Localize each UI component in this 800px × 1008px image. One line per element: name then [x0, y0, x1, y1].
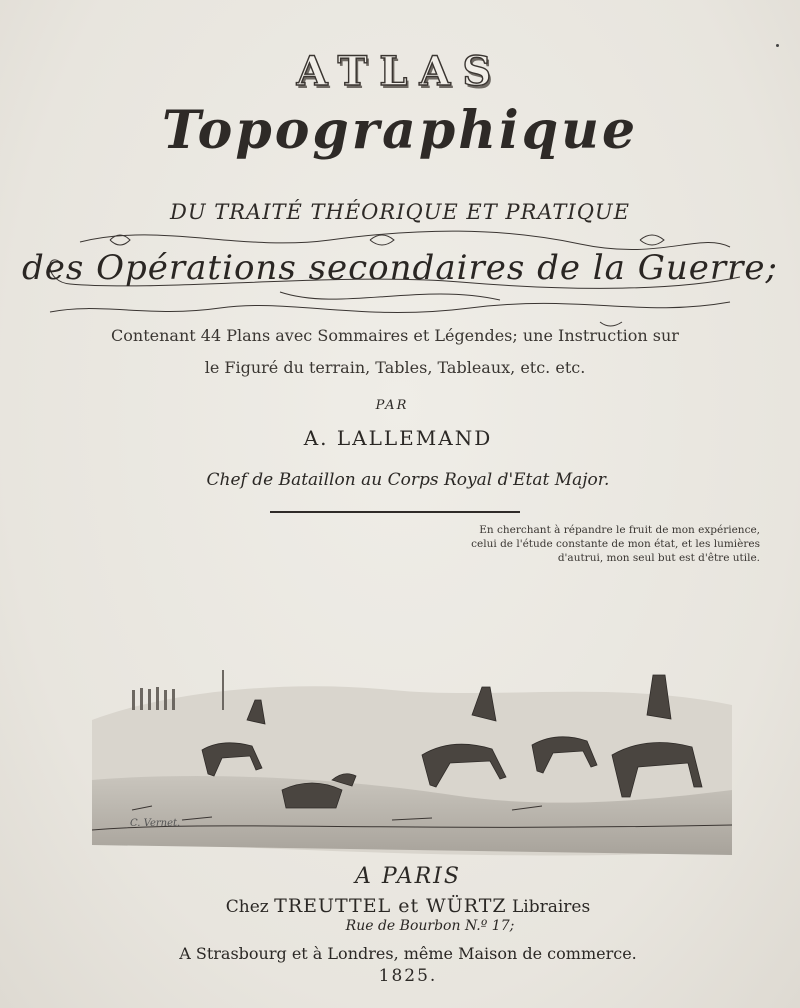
epigraph-line: d'autrui, mon seul but est d'être utile. [557, 552, 760, 564]
publisher-prefix: Chez [225, 897, 269, 917]
imprint-place: A PARIS [355, 864, 461, 889]
contents-line-1: Contenant 44 Plans avec Sommaires et Légendes; une Instruction sur [111, 326, 679, 345]
subtitle-operations: des Opérations secondaires de la Guerre; [21, 248, 778, 288]
author-role: Chef de Bataillon au Corps Royal d'Etat Major. [206, 470, 610, 490]
contents-line-2: le Figuré du terrain, Tables, Tableaux, etc. etc. [204, 358, 586, 377]
artist-signature: C. Vernet. [130, 818, 181, 829]
ink-speck [776, 44, 779, 47]
publisher-suffix: Libraires [511, 897, 591, 917]
author-name: A. LALLEMAND [303, 426, 493, 450]
subtitle-traite: DU TRAITÉ THÉORIQUE ET PRATIQUE [170, 200, 630, 224]
imprint-branch: A Strasbourg et à Londres, même Maison de commerce. [179, 944, 637, 963]
imprint-year: 1825. [378, 966, 438, 986]
cavalry-battle-illustration [92, 660, 732, 860]
imprint-street: Rue de Bourbon N.º 17; [345, 918, 515, 934]
title-topographique: Topographique [161, 100, 639, 161]
epigraph-line: celui de l'étude constante de mon état, et les lumières [471, 538, 760, 550]
title-atlas: ATLAS [296, 48, 504, 95]
publisher-name: TREUTTEL et WÜRTZ [274, 895, 507, 917]
imprint-publisher [8, 895, 800, 917]
by-label: PAR [375, 398, 409, 413]
epigraph-line: En cherchant à répandre le fruit de mon expérience, [479, 524, 760, 536]
epigraph [460, 523, 760, 565]
divider-rule [270, 511, 520, 513]
